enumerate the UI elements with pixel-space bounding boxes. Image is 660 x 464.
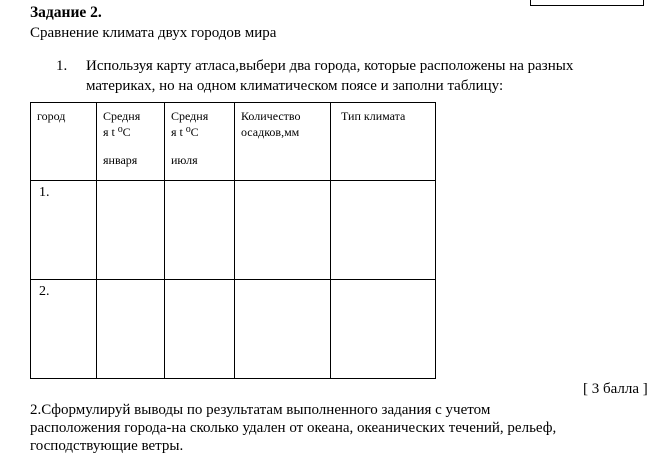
clipped-score-bracket <box>530 0 644 6</box>
input-cell[interactable] <box>235 181 331 280</box>
task2-line: господствующие ветры. <box>30 438 184 454</box>
task1-instruction <box>56 56 660 96</box>
task-subtitle: Сравнение климата двух городов мира <box>30 25 277 41</box>
score-label: [ 3 балла ] <box>583 381 648 397</box>
header-jul-temp: Средня я t ⁰С июля <box>165 103 235 181</box>
task2-instruction <box>30 401 660 455</box>
input-cell[interactable] <box>235 280 331 379</box>
climate-comparison-table <box>30 102 436 379</box>
table-row <box>31 280 436 379</box>
table-row <box>31 181 436 280</box>
input-cell[interactable] <box>331 181 436 280</box>
input-cell[interactable] <box>97 181 165 280</box>
header-jan-temp: Средня я t ⁰С января <box>97 103 165 181</box>
header-precipitation: Количество осадков,мм <box>235 103 331 181</box>
task1-line: материках, но на одном климатическом поясе и заполни таблицу: <box>86 78 504 94</box>
input-cell[interactable] <box>165 181 235 280</box>
task-title: Задание 2. <box>30 4 102 21</box>
task1-number: 1. <box>56 58 68 74</box>
header-climate-type: Тип климата <box>331 103 436 181</box>
task2-line: расположения города-на сколько удален от океана, океанических течений, рельеф, <box>30 420 557 436</box>
input-cell[interactable] <box>97 280 165 379</box>
task1-line: Используя карту атласа,выбери два города, которые расположены на разных <box>86 58 574 74</box>
input-cell[interactable] <box>331 280 436 379</box>
table-header-row <box>31 103 436 181</box>
row-label: 1. <box>31 181 97 280</box>
header-city: город <box>31 103 97 181</box>
task1-text <box>86 56 660 96</box>
task2-line: 2.Сформулируй выводы по результатам выполненного задания с учетом <box>30 402 491 418</box>
input-cell[interactable] <box>165 280 235 379</box>
row-label: 2. <box>31 280 97 379</box>
